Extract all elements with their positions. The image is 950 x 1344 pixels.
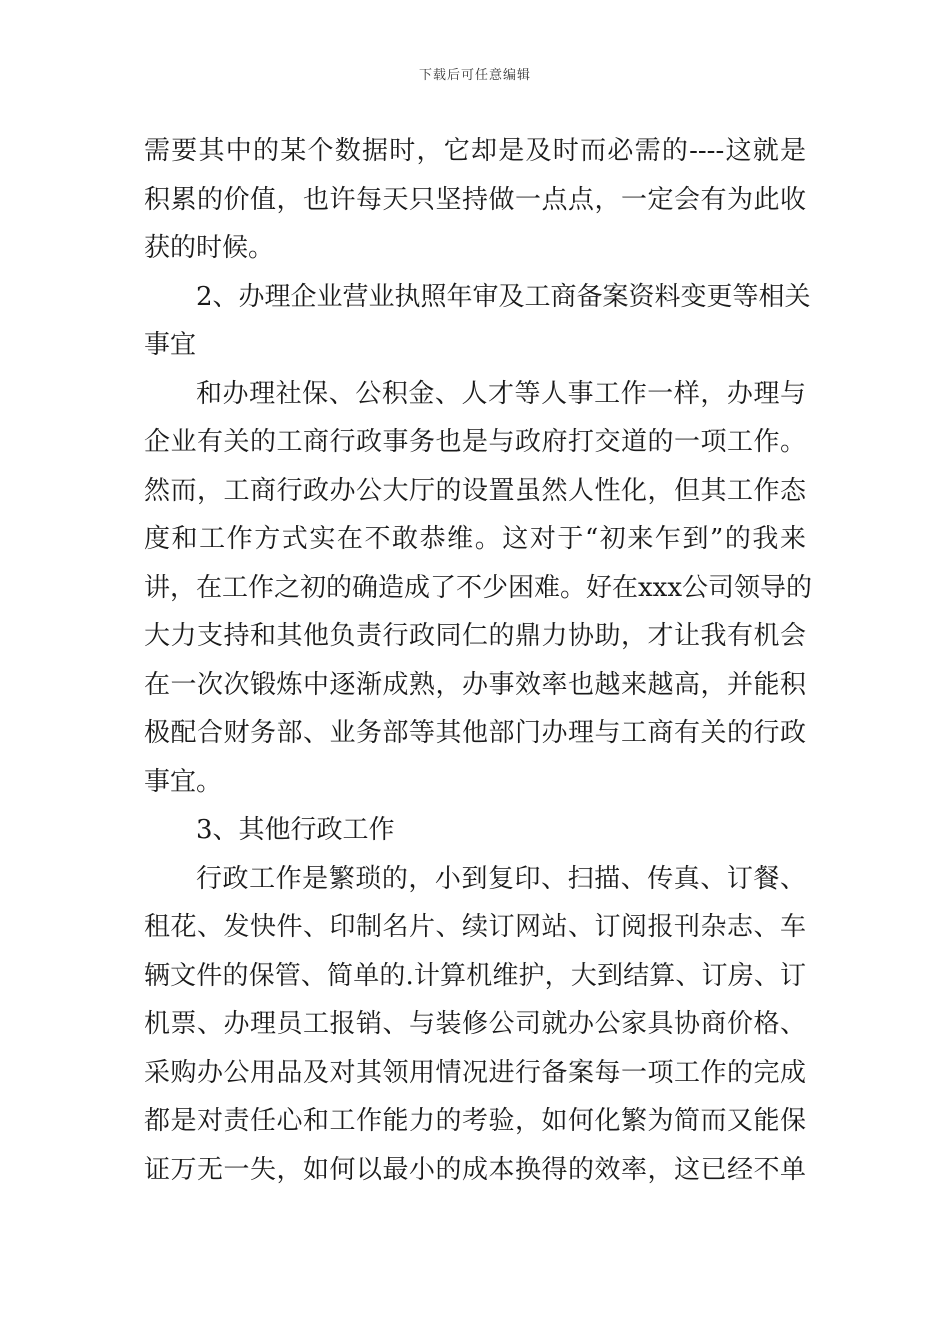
- paragraph-heading-2: [144, 273, 811, 370]
- text-line: 3、其他行政工作: [196, 815, 395, 845]
- text-line: 采购办公用品及对其领用情况进行备案每一项工作的完成: [144, 1057, 806, 1088]
- text-line: 度和工作方式实在不敢恭维。这对于“初来乍到”的我来: [144, 524, 806, 554]
- text-line: 证万无一失，如何以最小的成本换得的效率，这已经不单: [144, 1154, 806, 1185]
- document-body: [144, 127, 812, 1194]
- text-line: 都是对责任心和工作能力的考验，如何化繁为简而又能保: [144, 1106, 806, 1136]
- text-line: 大力支持和其他负责行政同仁的鼎力协助，才让我有机会: [144, 621, 806, 651]
- text-line: 然而，工商行政办公大厅的设置虽然人性化，但其工作态: [144, 475, 806, 506]
- text-line: 事宜。: [144, 766, 223, 797]
- text-line: 租花、发快件、印制名片、续订网站、订阅报刊杂志、车: [144, 912, 806, 942]
- text-line: 企业有关的工商行政事务也是与政府打交道的一项工作。: [144, 427, 806, 457]
- text-line: 获的时候。: [144, 233, 275, 263]
- page-header: 下载后可任意编辑: [418, 68, 531, 83]
- text-line: 极配合财务部、业务部等其他部门办理与工商有关的行政: [144, 718, 806, 748]
- text-line: 辆文件的保管、简单的.计算机维护，大到结算、订房、订: [144, 960, 806, 991]
- text-line: 在一次次锻炼中逐渐成熟，办事效率也越来越高，并能积: [144, 669, 806, 700]
- paragraph-p-business-affairs: [144, 370, 812, 807]
- text-line: 需要其中的某个数据时，它却是及时而必需的----这就是: [144, 136, 806, 166]
- paragraph-p-continuation: [144, 127, 806, 273]
- text-line: 和办理社保、公积金、人才等人事工作一样，办理与: [196, 378, 806, 409]
- text-line: 机票、办理员工报销、与装修公司就办公家具协商价格、: [144, 1009, 806, 1039]
- text-line: 2、办理企业营业执照年审及工商备案资料变更等相关: [196, 281, 811, 312]
- paragraph-p-other-work: [144, 855, 806, 1195]
- text-line: 讲，在工作之初的确造成了不少困难。好在xxx公司领导的: [144, 572, 812, 603]
- text-line: 行政工作是繁琐的，小到复印、扫描、传真、订餐、: [196, 863, 806, 894]
- text-line: 积累的价值，也许每天只坚持做一点点，一定会有为此收: [144, 184, 806, 215]
- paragraph-heading-3: [144, 806, 806, 855]
- text-line: 事宜: [144, 330, 197, 360]
